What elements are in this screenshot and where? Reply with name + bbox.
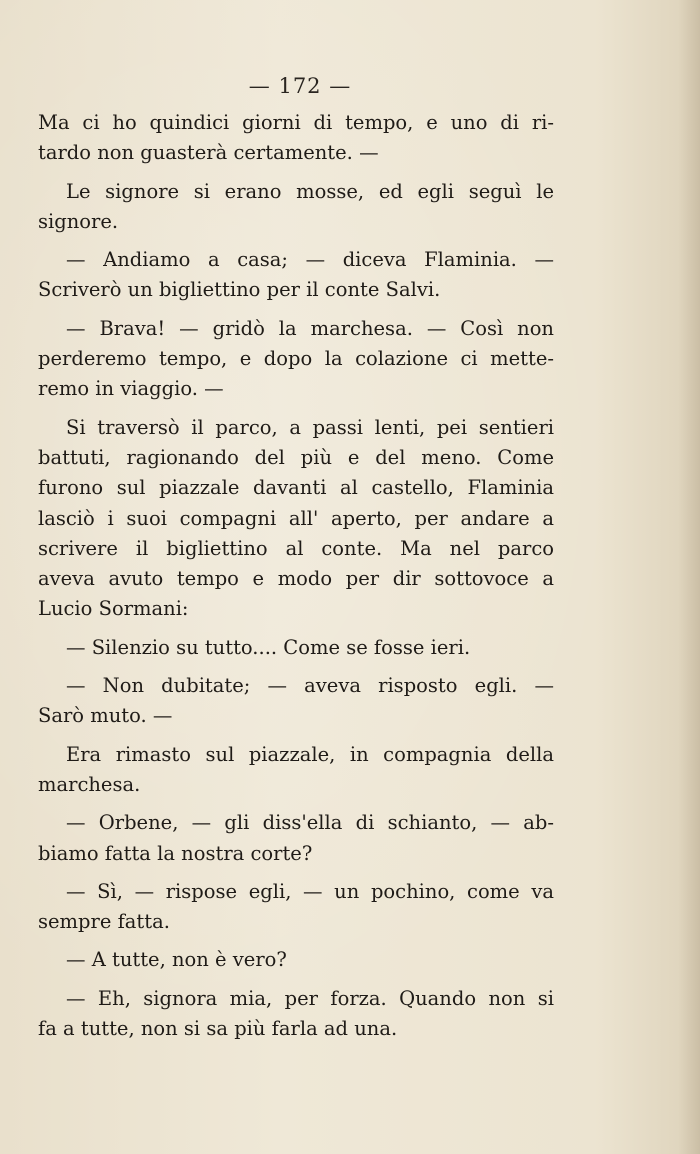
text-line: — A tutte, non è vero? (66, 948, 287, 972)
text-line: aveva avuto tempo e modo per dir sottovoce a (38, 567, 554, 591)
text-line: — Sì, — rispose egli, — un pochino, come va (66, 879, 554, 903)
text-line: — Non dubitate; — aveva risposto egli. — (66, 674, 554, 698)
text-line: fa a tutte, non si sa più farla ad una. (38, 1017, 398, 1041)
text-line: tardo non guasterà certamente. — (38, 141, 379, 165)
text-line: biamo fatta la nostra corte? (38, 841, 313, 865)
text-line: Ma ci ho quindici giorni di tempo, e uno di ri- (38, 111, 554, 134)
text-line: signore. (38, 209, 119, 233)
text-line: battuti, ragionando del più e del meno. Come (38, 445, 554, 469)
text-line: Era rimasto sul piazzale, in compagnia della (66, 742, 554, 766)
text-line: sempre fatta. (38, 910, 170, 934)
text-line: Si traversò il parco, a passi lenti, pei sentieri (66, 415, 554, 439)
text-line: Le signore si erano mosse, ed egli seguì le (66, 179, 554, 203)
text-line: marchesa. (38, 772, 141, 796)
text-line: — Silenzio su tutto.... Come se fosse ieri. (66, 635, 471, 659)
text-line: perderemo tempo, e dopo la colazione ci mette- (38, 347, 554, 371)
text-line: lasciò i suoi compagni all' aperto, per andare a (38, 506, 554, 530)
text-line: — Orbene, — gli diss'ella di schianto, — ab- (66, 811, 554, 835)
text-line: furono sul piazzale davanti al castello, Flaminia (38, 476, 554, 500)
page-number: — 172 — (248, 74, 352, 98)
text-line: — Andiamo a casa; — diceva Flaminia. — (66, 248, 554, 272)
page-edge-shadow (678, 0, 700, 1154)
body-text (38, 108, 554, 1044)
text-line: Sarò muto. — (38, 704, 173, 728)
text-line: Scriverò un bigliettino per il conte Salvi. (38, 278, 441, 302)
text-line: remo in viaggio. — (38, 377, 224, 401)
text-line: — Brava! — gridò la marchesa. — Così non (66, 316, 554, 340)
text-line: Lucio Sormani: (38, 597, 189, 621)
text-line: scrivere il bigliettino al conte. Ma nel parco (38, 536, 554, 560)
text-line: — Eh, signora mia, per forza. Quando non si (66, 986, 554, 1010)
